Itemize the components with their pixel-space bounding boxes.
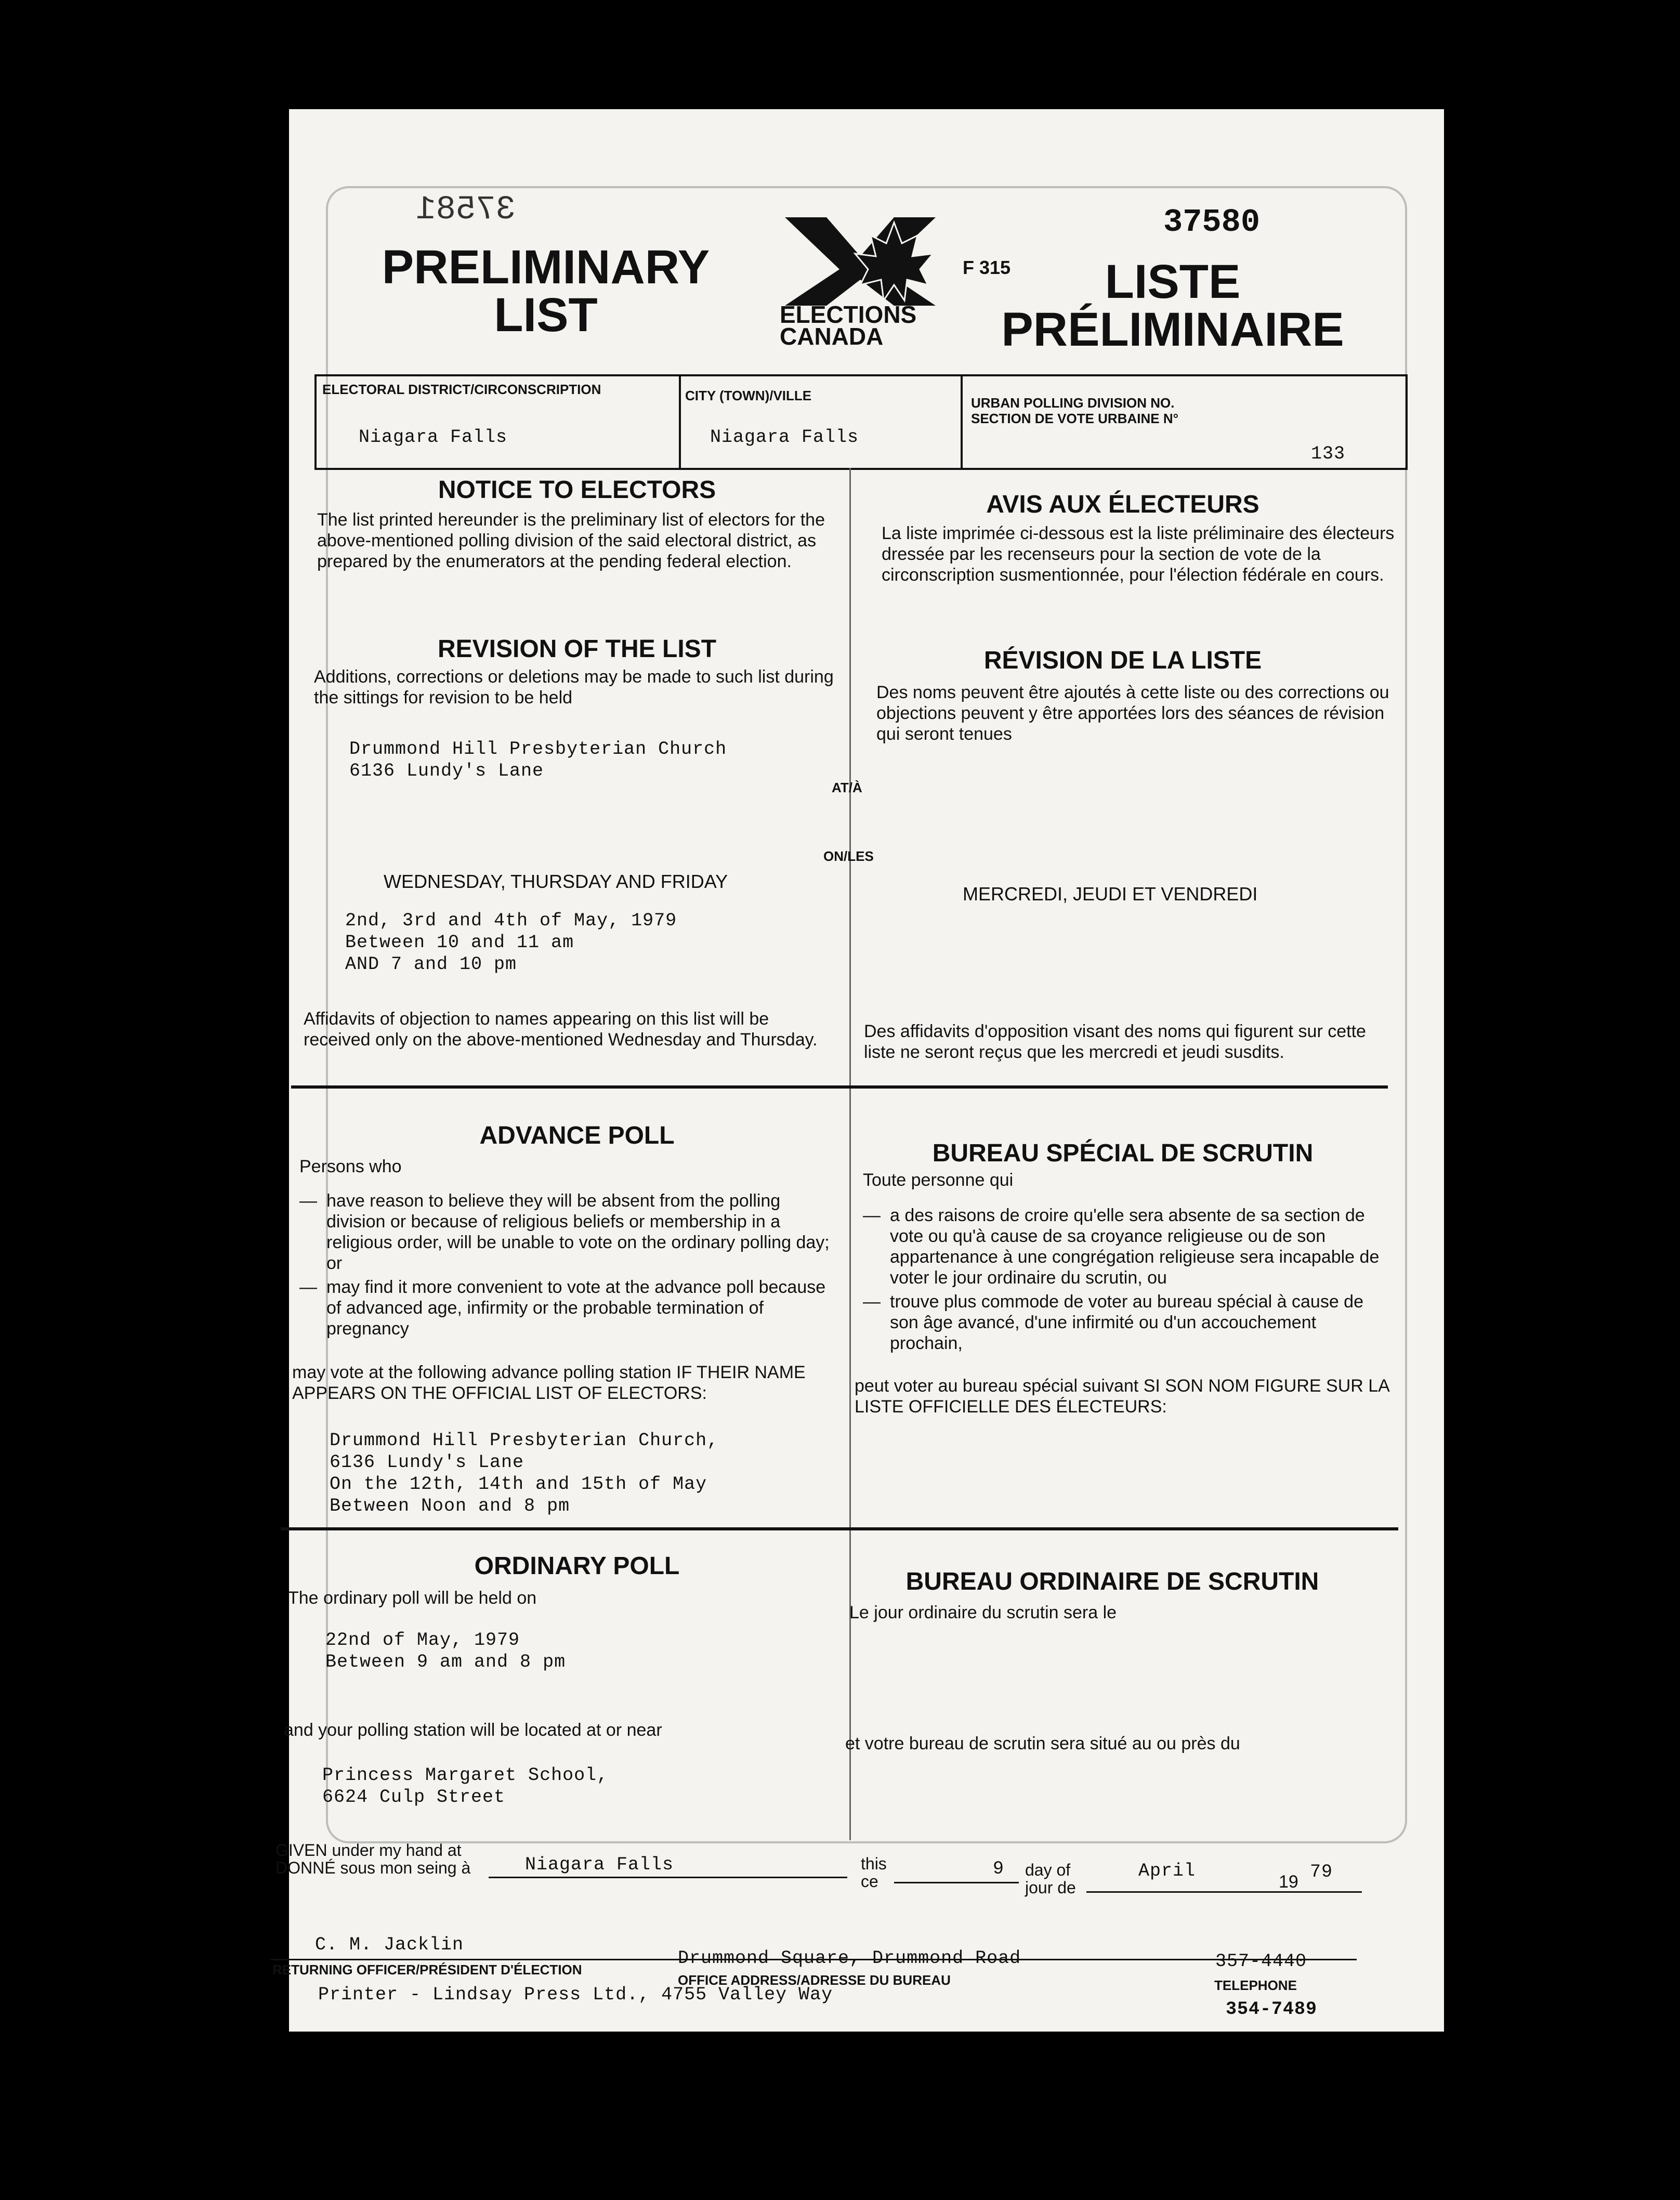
officer-phone: 357-4440: [1215, 1951, 1307, 1972]
advance-heading-en: ADVANCE POLL: [479, 1122, 675, 1149]
city-label: CITY (TOWN)/VILLE: [685, 388, 812, 403]
officer-line: [270, 1959, 1357, 1960]
advance-intro-en: Persons who: [299, 1157, 402, 1176]
elections-canada-logo: [769, 207, 951, 352]
advance-item-en-2: — may find it more convenient to vote at the advance poll because of advanced age, infirmity or the probable termination of pregnancy: [299, 1277, 830, 1339]
ordinary-heading-fr: BUREAU ORDINAIRE DE SCRUTIN: [905, 1568, 1319, 1595]
days-en: WEDNESDAY, THURSDAY AND FRIDAY: [384, 871, 728, 892]
advance-intro-fr: Toute personne qui: [863, 1170, 1014, 1190]
poll-label: URBAN POLLING DIVISION NO. SECTION DE VOTE URBAINE N°: [971, 395, 1178, 426]
revision-text-en: Additions, corrections or deletions may be made to such list during the sittings for revision to be held: [314, 667, 834, 708]
at-label: AT/À: [832, 780, 862, 795]
serial-number-mirror: 37581: [416, 191, 516, 229]
section-rule-1: [291, 1085, 1388, 1089]
ordinary-location-en: and your polling station will be located at or near: [284, 1720, 662, 1740]
notice-text-en: The list printed hereunder is the preliminary list of electors for the above-mentioned polling division of the said electoral district, as prepared by the enumerators at the pending federal election.: [317, 510, 825, 571]
logo-text: ELECTIONS CANADA: [780, 301, 917, 350]
printer-phone: 354-7489: [1226, 1999, 1318, 2020]
city-value: Niagara Falls: [710, 427, 859, 448]
advance-item-fr-1: — a des raisons de croire qu'elle sera absente de sa section de vote ou qu'à cause de sa croyance religieuse ou de son appartenance à une congrégation religieuse sera incapable de voter le jour ordinaire du scrutin, ou: [863, 1205, 1393, 1288]
advance-outro-fr: peut voter au bureau spécial suivant SI SON NOM FIGURE SUR LA LISTE OFFICIELLE DES ÉLECTEURS:: [855, 1376, 1389, 1417]
officer-name-label: RETURNING OFFICER/PRÉSIDENT D'ÉLECTION: [272, 1962, 582, 1978]
signature-day: 9: [993, 1858, 1005, 1879]
advance-heading-fr: BUREAU SPÉCIAL DE SCRUTIN: [932, 1140, 1314, 1167]
this-label: this ce: [861, 1854, 887, 1891]
revision-location: Drummond Hill Presbyterian Church 6136 Lundy's Lane: [349, 739, 727, 781]
month-line: [1086, 1891, 1362, 1893]
year-prefix: 19: [1279, 1872, 1298, 1892]
poll-value: 133: [1311, 443, 1346, 464]
revision-text-fr: Des noms peuvent être ajoutés à cette liste ou des corrections ou objections peuvent y être apportées lors des séances de révision qui seront tenues: [876, 683, 1389, 744]
affidavit-fr: Des affidavits d'opposition visant des noms qui figurent sur cette liste ne seront reçus que les mercredi et jeudi susdits.: [864, 1022, 1366, 1062]
advance-details: Drummond Hill Presbyterian Church, 6136 Lundy's Lane On the 12th, 14th and 15th of May Between Noon and 8 pm: [330, 1430, 719, 1516]
given-label: GIVEN under my hand at DONNÉ sous mon seing à: [275, 1841, 471, 1877]
days-fr: MERCREDI, JEUDI ET VENDREDI: [963, 883, 1258, 905]
day-of-label: day of jour de: [1025, 1861, 1076, 1897]
day-line: [894, 1882, 1019, 1883]
officer-name: C. M. Jacklin: [315, 1934, 464, 1955]
officer-address-label: OFFICE ADDRESS/ADRESSE DU BUREAU: [678, 1972, 951, 1988]
advance-outro-en: may vote at the following advance polling station IF THEIR NAME APPEARS ON THE OFFICIAL LIST OF ELECTORS:: [292, 1363, 806, 1403]
place-line: [489, 1877, 847, 1878]
advance-item-fr-2: — trouve plus commode de voter au bureau spécial à cause de son âge avancé, d'une infirmité ou d'un accouchement prochain,: [863, 1291, 1393, 1354]
title-en: PRELIMINARY LIST: [382, 241, 710, 342]
title-fr: LISTE PRÉLIMINAIRE: [1001, 255, 1344, 356]
notice-heading-en: NOTICE TO ELECTORS: [438, 476, 716, 504]
revision-heading-en: REVISION OF THE LIST: [437, 635, 717, 663]
notice-heading-fr: AVIS AUX ÉLECTEURS: [986, 491, 1259, 518]
printer-line: Printer - Lindsay Press Ltd., 4755 Valley Way: [318, 1984, 833, 2005]
ordinary-text-en: The ordinary poll will be held on: [288, 1588, 537, 1608]
ordinary-text-fr: Le jour ordinaire du scrutin sera le: [849, 1603, 1117, 1622]
ordinary-heading-en: ORDINARY POLL: [474, 1552, 680, 1580]
maple-leaf-x-icon: [769, 207, 951, 311]
advance-list-fr: [863, 1205, 1393, 1354]
on-label: ON/LES: [823, 848, 874, 864]
district-divider-2: [961, 376, 963, 468]
officer-address: Drummond Square, Drummond Road: [678, 1948, 1021, 1969]
affidavit-en: Affidavits of objection to names appearing on this list will be received only on the above-mentioned Wednesday and Thursday.: [304, 1009, 818, 1050]
form-number: F 315: [963, 257, 1011, 278]
signature-month: April: [1138, 1861, 1196, 1881]
district-value: Niagara Falls: [359, 427, 508, 448]
revision-heading-fr: RÉVISION DE LA LISTE: [983, 647, 1262, 674]
ordinary-location-fr: et votre bureau de scrutin sera situé au ou près du: [845, 1734, 1240, 1753]
section-rule-2: [281, 1527, 1398, 1530]
ordinary-date: 22nd of May, 1979 Between 9 am and 8 pm: [325, 1630, 566, 1672]
district-label: ELECTORAL DISTRICT/CIRCONSCRIPTION: [322, 382, 601, 397]
signature-year: 79: [1310, 1862, 1333, 1882]
district-divider-1: [679, 376, 681, 468]
notice-text-fr: La liste imprimée ci-dessous est la liste préliminaire des électeurs dressée par les recenseurs pour la section de vote de la circonscription susmentionnée, pour l'élection fédérale en cours.: [882, 523, 1395, 585]
officer-phone-label: TELEPHONE: [1214, 1978, 1297, 1993]
advance-list-en: [299, 1190, 830, 1339]
serial-number: 37580: [1163, 204, 1261, 241]
advance-item-en-1: — have reason to believe they will be absent from the polling division or because of religious beliefs or membership in a religious order, will be unable to vote on the ordinary polling day; or: [299, 1190, 830, 1274]
revision-dates: 2nd, 3rd and 4th of May, 1979 Between 10 and 11 am AND 7 and 10 pm: [345, 910, 677, 975]
polling-station: Princess Margaret School, 6624 Culp Street: [322, 1765, 609, 1808]
column-divider: [849, 468, 851, 1840]
signature-place: Niagara Falls: [525, 1854, 674, 1875]
